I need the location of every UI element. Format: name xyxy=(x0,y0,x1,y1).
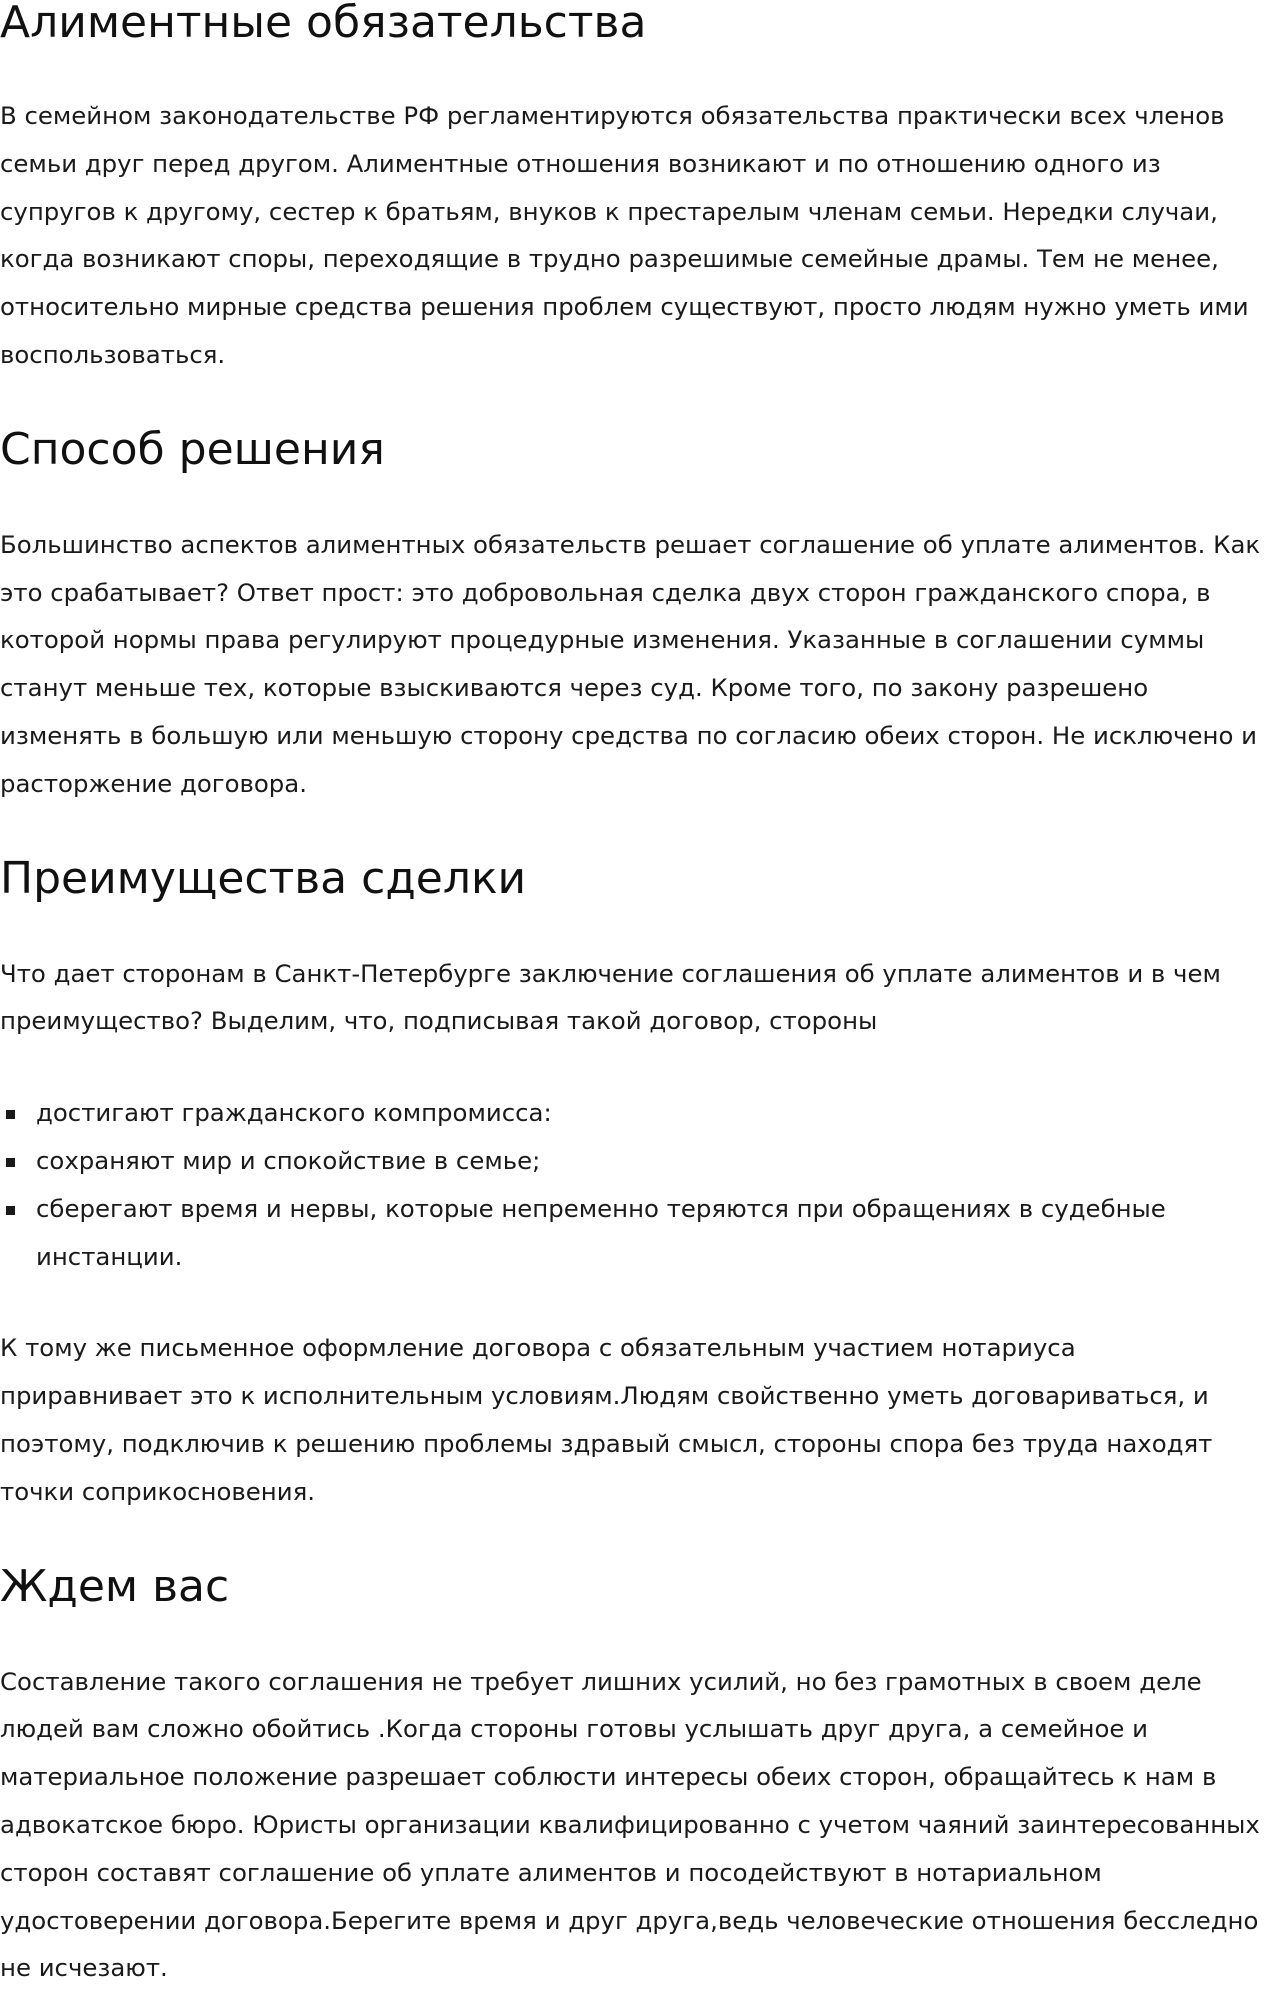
section-alimony-obligations xyxy=(0,0,1262,379)
section-paragraph: Что дает сторонам в Санкт-Петербурге заключение соглашения об уплате алиментов и в чем преимущество? Выделим, что, подписывая такой договор, стороны xyxy=(0,958,1221,1036)
section-heading: Алиментные обязательства xyxy=(0,0,647,48)
section-heading: Преимущества сделки xyxy=(0,852,527,904)
advantages-list xyxy=(0,1089,1262,1280)
section-heading: Ждем вас xyxy=(0,1560,230,1612)
section-heading: Способ решения xyxy=(0,423,385,475)
section-solution-method xyxy=(0,423,1262,808)
section-paragraph: В семейном законодательстве РФ регламентируются обязательства практически всех членов семьи друг перед другом. Алиментные отношения возникают и по отношению одного из супругов к другому, сестер к братьям, внуков к престарелым членам семьи. Нередки случаи, когда возникают споры, переходящие в трудно разрешимые семейные драмы. Тем не менее, относительно мирные средства решения проблем существуют, просто людям нужно уметь ими воспользоваться. xyxy=(0,101,1249,369)
section-deal-advantages xyxy=(0,852,1262,1516)
list-item: достигают гражданского компромисса: xyxy=(0,1089,1262,1137)
section-paragraph: Составление такого соглашения не требует лишних усилий, но без грамотных в своем деле людей вам сложно обойтись .Когда стороны готовы услышать друг друга, а семейное и материальное положение разрешает соблюсти интересы обеих сторон, обращайтесь к нам в адвокатское бюро. Юристы организации квалифицированно с учетом чаяний заинтересованных сторон составят соглашение об уплате алиментов и посодействуют в нотариальном удостоверении договора.Берегите время и друг друга,ведь человеческие отношения бесследно не исчезают. xyxy=(0,1666,1260,1983)
section-paragraph: Большинство аспектов алиментных обязательств решает соглашение об уплате алиментов. Как это срабатывает? Ответ прост: это добровольная сделка двух сторон гражданского спора, в которой нормы права регулируют процедурные изменения. Указанные в соглашении суммы станут меньше тех, которые взыскиваются через суд. Кроме того, по закону разрешено изменять в большую или меньшую сторону средства по согласию обеих сторон. Не исключено и расторжение договора. xyxy=(0,529,1261,798)
section-paragraph-after-list: К тому же письменное оформление договора с обязательным участием нотариуса приравнивает это к исполнительным условиям.Людям свойственно уметь договариваться, и поэтому, подключив к решению проблемы здравый смысл, стороны спора без труда находят точки соприкосновения. xyxy=(0,1333,1213,1506)
section-waiting-for-you xyxy=(0,1560,1262,1992)
list-item: сберегают время и нервы, которые непременно теряются при обращениях в судебные инстанции. xyxy=(0,1185,1262,1281)
list-item: сохраняют мир и спокойствие в семье; xyxy=(0,1137,1262,1185)
